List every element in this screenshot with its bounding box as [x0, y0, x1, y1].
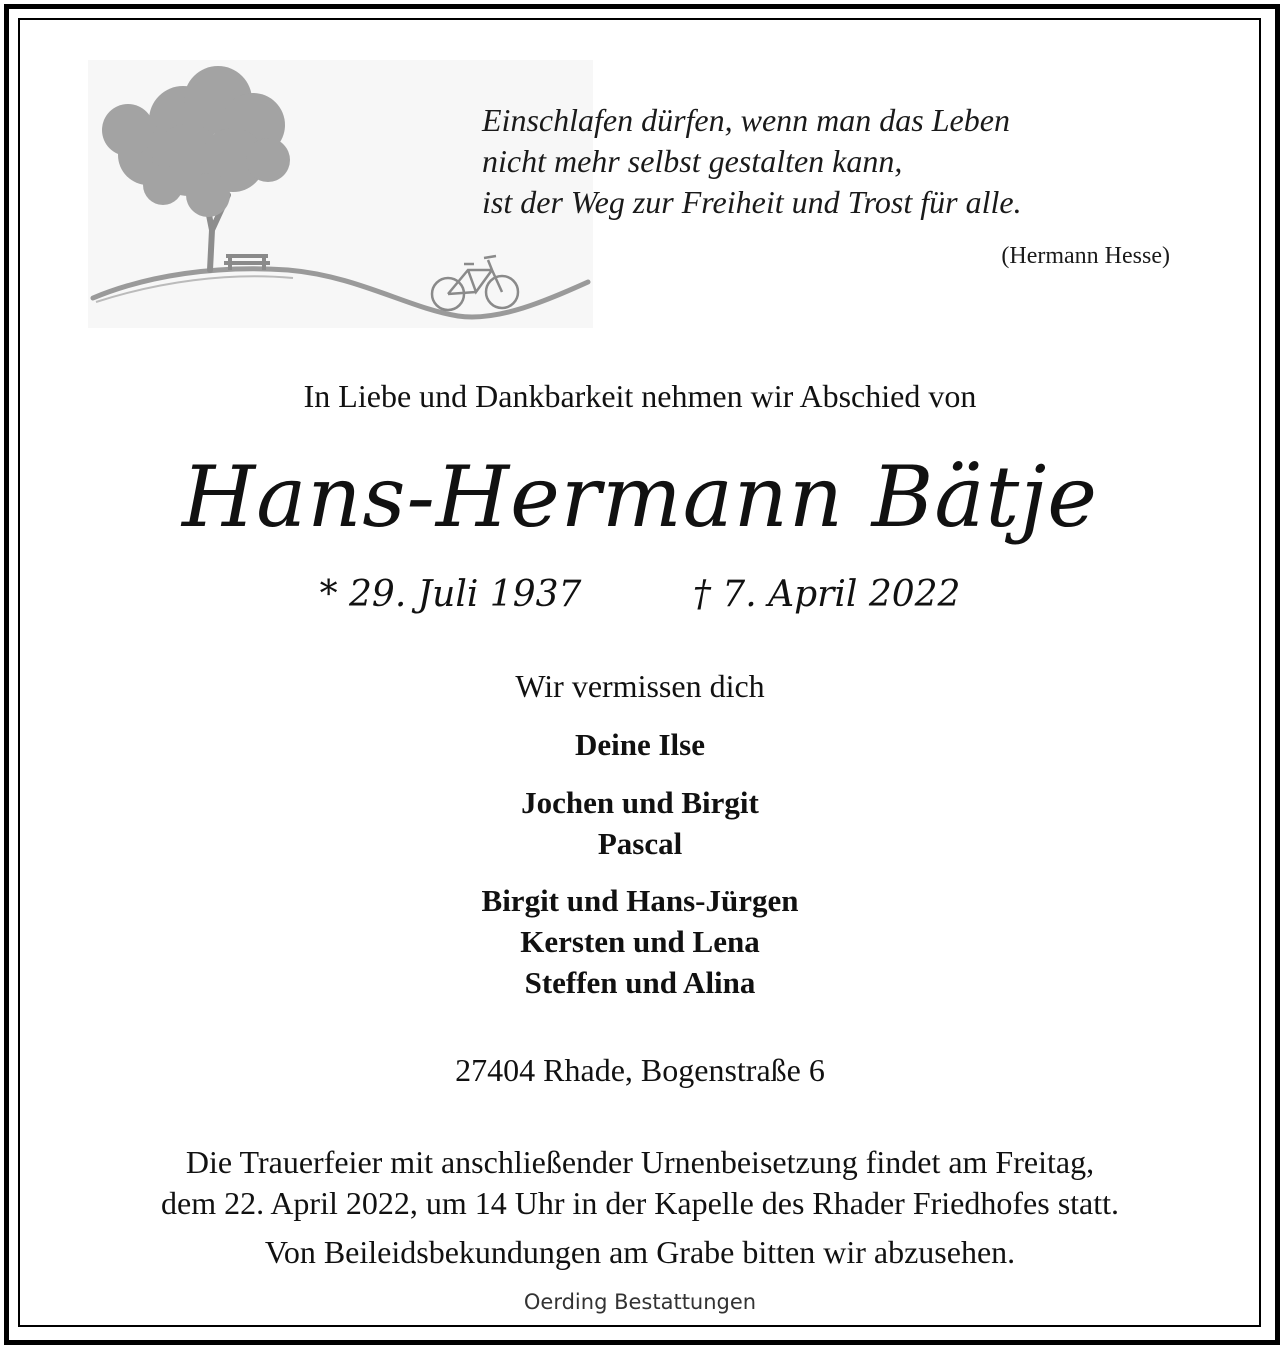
undertaker-name: Oerding Bestattungen — [523, 1290, 757, 1314]
family-group-3 — [0, 880, 1280, 1003]
family-member: Kersten und Lena — [520, 924, 760, 959]
family-member: Jochen und Birgit — [521, 785, 759, 820]
birth-date: * 29. Juli 1937 — [319, 574, 582, 615]
family-group-1 — [0, 724, 1280, 765]
family-member: Steffen und Alina — [524, 965, 756, 1000]
family-member: Birgit und Hans-Jürgen — [481, 883, 799, 918]
hesse-quote — [482, 100, 1022, 223]
quote-author: (Hermann Hesse) — [1001, 243, 1170, 269]
ceremony-info — [0, 1142, 1280, 1224]
ceremony-line: Die Trauerfeier mit anschließender Urnenbeisetzung findet am Freitag, — [185, 1144, 1095, 1180]
condolence-note: Von Beileidsbekundungen am Grabe bitten wir abzusehen. — [264, 1234, 1016, 1270]
family-member: Pascal — [597, 826, 683, 861]
quote-line: nicht mehr selbst gestalten kann, — [482, 143, 903, 179]
missing-text: Wir vermissen dich — [515, 668, 765, 704]
deceased-name: Hans-Hermann Bätje — [182, 448, 1098, 546]
address: 27404 Rhade, Bogenstraße 6 — [455, 1052, 825, 1088]
ceremony-line: dem 22. April 2022, um 14 Uhr in der Kapelle des Rhader Friedhofes statt. — [160, 1185, 1120, 1221]
quote-line: Einschlafen dürfen, wenn man das Leben — [482, 102, 1010, 138]
death-date: † 7. April 2022 — [692, 574, 961, 615]
intro-text: In Liebe und Dankbarkeit nehmen wir Abschied von — [303, 378, 977, 414]
family-group-2 — [0, 782, 1280, 864]
family-member: Deine Ilse — [574, 727, 705, 762]
life-dates — [0, 574, 1280, 615]
quote-line: ist der Weg zur Freiheit und Trost für alle. — [482, 184, 1022, 220]
